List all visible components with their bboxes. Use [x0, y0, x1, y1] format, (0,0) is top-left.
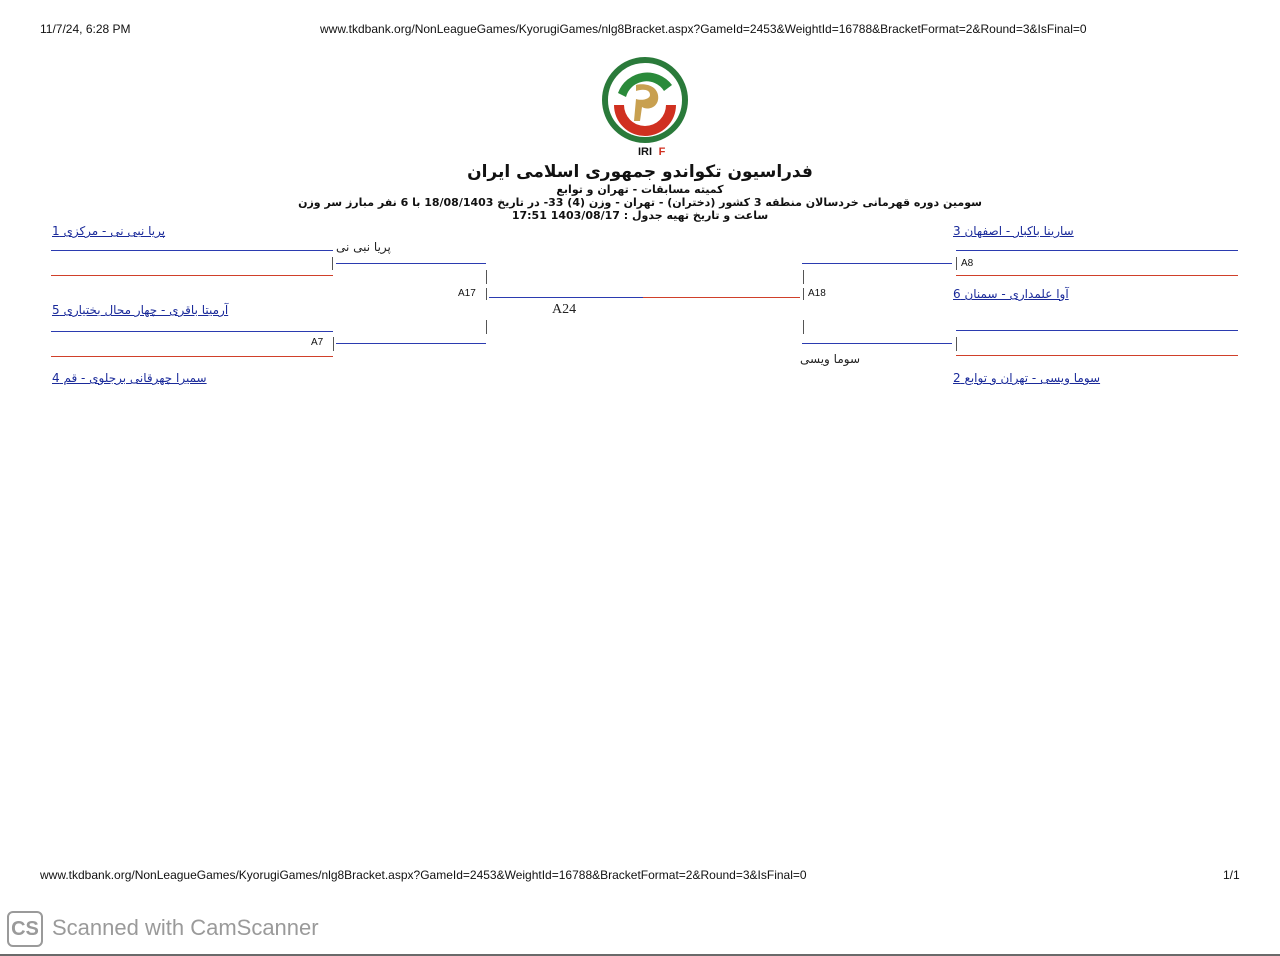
print-datetime: 11/7/24, 6:28 PM — [40, 22, 131, 36]
print-url: www.tkdbank.org/NonLeagueGames/KyorugiGames/nlg8Bracket.aspx?GameId=2453&WeightId=16788&BracketFormat=2&Round=3&IsFinal=0 — [320, 22, 1087, 36]
right-line-a18-top — [802, 263, 952, 264]
right-line-top-blue — [956, 250, 1238, 251]
right-vline-top — [956, 257, 957, 270]
left-vline-bottom — [333, 337, 334, 351]
federation-logo — [596, 55, 694, 160]
player-left-4[interactable]: سمیرا چهرقانی برجلوی - قم 4 — [52, 371, 207, 385]
left-line-top-red — [51, 275, 333, 276]
event-description: سومین دوره قهرمانی خردسالان منطقه 3 کشور (دختران) - تهران - وزن (4) 33- در تاریخ 18/08/1403 با 6 نفر مبارز سر وزن — [298, 196, 982, 209]
match-label-a18: A18 — [808, 288, 826, 299]
player-left-5[interactable]: آرمیتا باقری - چهار محال بختیاری 5 — [52, 303, 229, 317]
left-line-bottom-red — [51, 356, 333, 357]
right-line-top-red — [956, 275, 1238, 276]
match-label-a24: A24 — [552, 302, 577, 317]
final-line-blue — [489, 297, 643, 298]
camscanner-watermark: Scanned with CamScanner — [52, 915, 319, 940]
svg-text:F: F — [658, 146, 666, 158]
right-vline-a18-mid — [803, 288, 804, 300]
left-line-top-blue — [51, 250, 333, 251]
left-line-bottom-blue — [51, 331, 333, 332]
svg-text:IRI: IRI — [637, 146, 653, 158]
match-label-a7: A7 — [311, 337, 324, 348]
camscanner-badge: CS — [7, 911, 43, 947]
left-vline-a17-lower — [486, 320, 487, 334]
left-vline-top — [332, 257, 333, 270]
player-right-6[interactable]: آوا علمداری - سمنان 6 — [953, 287, 1069, 301]
right-vline-a18-lower — [803, 320, 804, 334]
winner-right-bottom: سوما ویسی — [800, 352, 860, 366]
winner-left-top: پریا نبی نی — [336, 240, 391, 254]
federation-title: فدراسیون تکواندو جمهوری اسلامی ایران — [467, 162, 813, 182]
right-line-bottom-blue — [956, 330, 1238, 331]
right-vline-bottom — [956, 337, 957, 351]
left-line-a17-top — [336, 263, 486, 264]
right-line-bottom-red — [956, 355, 1238, 356]
footer-page-number: 1/1 — [1223, 868, 1240, 882]
match-label-a17: A17 — [458, 288, 476, 299]
left-vline-a17-mid — [486, 288, 487, 300]
committee-subtitle: کمیته مسابقات - تهران و توابع — [556, 183, 724, 196]
final-line-red — [643, 297, 800, 298]
left-vline-a17-upper — [486, 270, 487, 284]
player-right-2[interactable]: سوما ویسی - تهران و توابع 2 — [953, 371, 1101, 385]
player-right-3[interactable]: سارینا باکبار - اصفهان 3 — [953, 224, 1074, 238]
player-left-1[interactable]: پریا نبی نی - مرکزی 1 — [52, 224, 166, 238]
left-line-a17-bottom — [336, 343, 486, 344]
right-vline-a18-upper — [803, 270, 804, 284]
right-line-a18-bottom — [802, 343, 952, 344]
match-label-a8: A8 — [961, 258, 974, 269]
footer-url: www.tkdbank.org/NonLeagueGames/KyorugiGames/nlg8Bracket.aspx?GameId=2453&WeightId=16788&BracketFormat=2&Round=3&IsFinal=0 — [40, 868, 807, 882]
created-datetime: ساعت و تاریخ تهیه جدول : 1403/08/17 17:51 — [511, 209, 769, 222]
